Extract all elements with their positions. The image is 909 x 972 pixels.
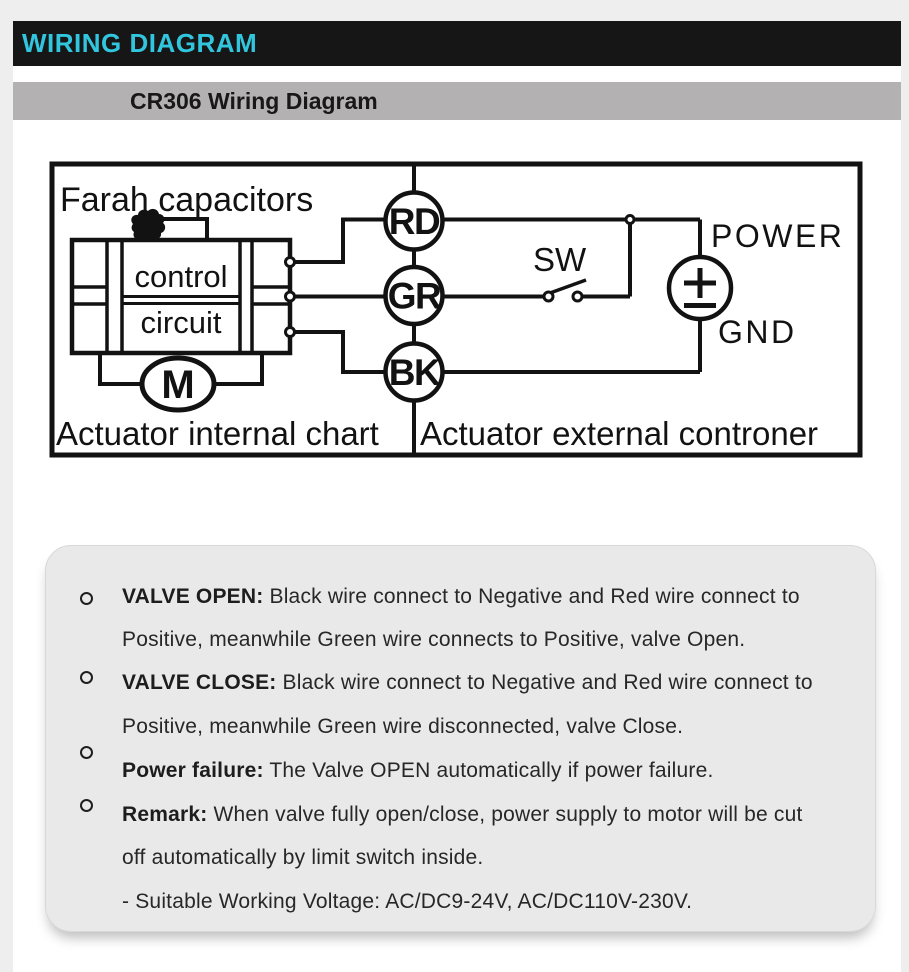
- label-actuator-internal: Actuator internal chart: [56, 415, 379, 452]
- switch-lever: [550, 280, 586, 293]
- bullet-remark: [80, 799, 93, 812]
- subheader-bar: [13, 82, 901, 120]
- label-gnd: GND: [718, 314, 797, 350]
- note-line: Remark: When valve fully open/close, power supply to motor will be cut: [122, 803, 803, 826]
- note-line: Positive, meanwhile Green wire connects to Positive, valve Open.: [122, 628, 746, 651]
- label-bk: BK: [388, 352, 440, 393]
- bullet-valve-close: [80, 671, 93, 684]
- subheader-title: CR306 Wiring Diagram: [130, 87, 378, 114]
- label-control: control: [134, 259, 228, 294]
- note-line: VALVE CLOSE: Black wire connect to Negative and Red wire connect to: [122, 671, 813, 694]
- switch-contact-right: [573, 292, 582, 301]
- wire-node-labels: [388, 201, 441, 393]
- label-gr: GR: [387, 275, 441, 317]
- label-power: POWER: [711, 218, 845, 254]
- note-line: off automatically by limit switch inside.: [122, 846, 484, 869]
- note-line: - Suitable Working Voltage: AC/DC9-24V, AC/DC110V-230V.: [122, 890, 693, 913]
- wiring-diagram: [40, 150, 880, 470]
- motor: [100, 353, 262, 410]
- motor-label: M: [161, 363, 195, 407]
- bullet-power-failure: [80, 746, 93, 759]
- label-circuit: circuit: [140, 305, 222, 340]
- switch-contact-left: [544, 292, 553, 301]
- label-sw: SW: [533, 241, 587, 278]
- label-rd: RD: [388, 201, 440, 242]
- note-line: Power failure: The Valve OPEN automatically if power failure.: [122, 759, 714, 782]
- junction-dot: [626, 216, 634, 224]
- label-farah-capacitors: Farah capacitors: [60, 181, 314, 219]
- header-bar: [13, 21, 901, 66]
- note-line: Positive, meanwhile Green wire disconnected, valve Close.: [122, 715, 684, 738]
- page-title: WIRING DIAGRAM: [22, 28, 258, 58]
- label-actuator-external: Actuator external controner: [420, 415, 819, 452]
- wires: [290, 220, 700, 373]
- note-line: VALVE OPEN: Black wire connect to Negative and Red wire connect to: [122, 585, 800, 608]
- power-source-symbol: [669, 257, 731, 319]
- bullet-valve-open: [80, 592, 93, 605]
